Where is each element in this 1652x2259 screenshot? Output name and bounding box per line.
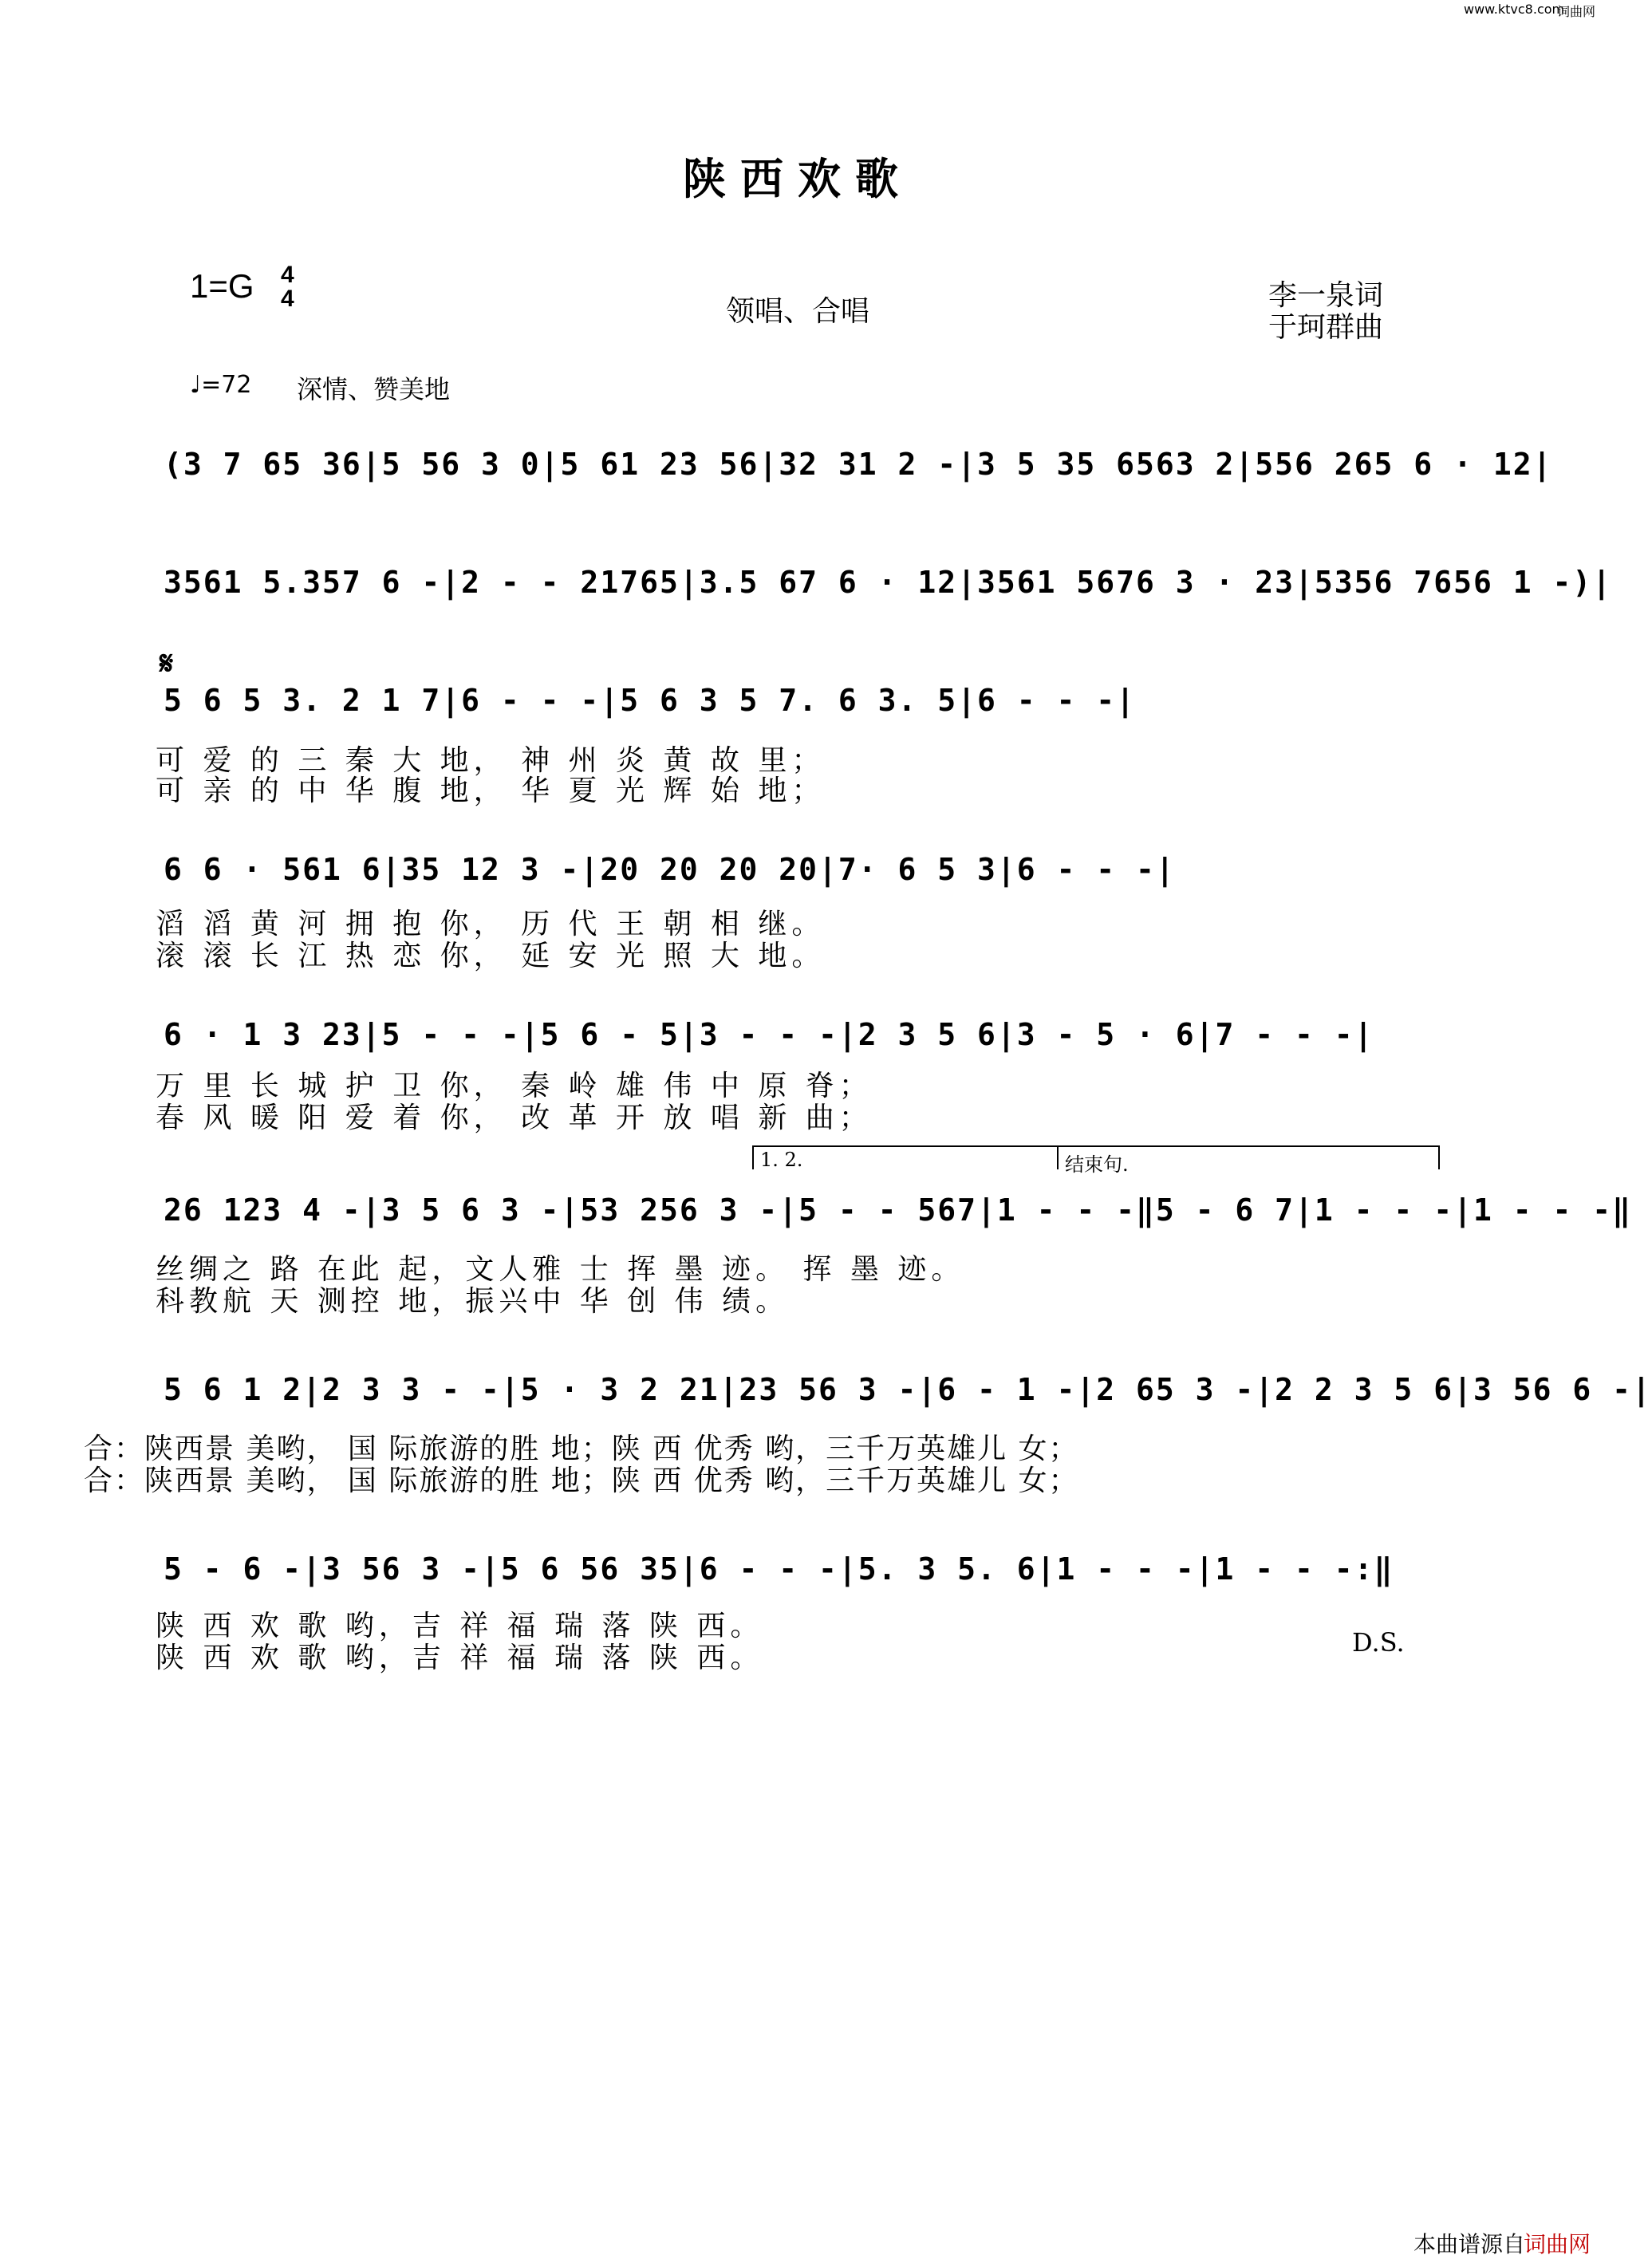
time-top: 4 bbox=[281, 262, 294, 288]
site-url[interactable]: www.ktvc8.com bbox=[1464, 2, 1565, 17]
composer: 于珂群曲 bbox=[1268, 311, 1384, 344]
song-title: 陕西欢歌 bbox=[683, 153, 913, 204]
expression-mark: 深情、赞美地 bbox=[297, 374, 451, 404]
system-6-lyric-2: 科教航 天 测控 地，振兴中 华 创 伟 绩。 bbox=[156, 1285, 790, 1318]
system-4-lyric-2: 滚 滚 长 江 热 恋 你， 延 安 光 照 大 地。 bbox=[156, 940, 826, 972]
footer-site-link[interactable]: 词曲网 bbox=[1524, 2231, 1591, 2257]
system-2-notes: 3561 5.357 6 -|2 - - 21765|3.5 67 6 · 12|3561 5676 3 · 23|5356 7656 1 -)| bbox=[164, 565, 1613, 600]
system-7-notes: 5 6 1 2|2 3 3 - -|5 · 3 2 21|23 56 3 -|6 - 1 -|2 65 3 -|2 2 3 5 6|3 56 6 -| bbox=[164, 1372, 1652, 1407]
system-8-lyric-1: 陕 西 欢 歌 哟，吉 祥 福 瑞 落 陕 西。 bbox=[156, 1610, 764, 1642]
key-signature: 1=G bbox=[190, 267, 254, 305]
system-4-notes: 6 6 · 561 6|35 12 3 -|20 20 20 20|7· 6 5 3|6 - - -| bbox=[164, 852, 1176, 887]
system-5-lyric-1: 万 里 长 城 护 卫 你， 秦 岭 雄 伟 中 原 脊； bbox=[156, 1070, 873, 1102]
dal-segno-mark: D.S. bbox=[1352, 1627, 1405, 1658]
system-4-lyric-1: 滔 滔 黄 河 拥 抱 你， 历 代 王 朝 相 继。 bbox=[156, 908, 826, 940]
system-3-notes: 5 6 5 3. 2 1 7|6 - - -|5 6 3 5 7. 6 3. 5|6 - - -| bbox=[164, 683, 1137, 718]
subtitle: 领唱、合唱 bbox=[726, 295, 870, 328]
system-1-notes: (3 7 65 36|5 56 3 0|5 61 23 56|32 31 2 -|3 5 35 6563 2|556 265 6 · 12| bbox=[164, 447, 1553, 482]
segno-sign: 𝄋 bbox=[160, 645, 174, 682]
time-bottom: 4 bbox=[281, 286, 294, 312]
system-6-notes: 26 123 4 -|3 5 6 3 -|53 256 3 -|5 - - 567|1 - - -‖5 - 6 7|1 - - -|1 - - -‖ bbox=[164, 1193, 1632, 1228]
coda-bracket: 结束句. bbox=[1057, 1145, 1440, 1169]
footer-source-label: 本曲谱源自 bbox=[1413, 2231, 1526, 2257]
system-8-lyric-2: 陕 西 欢 歌 哟，吉 祥 福 瑞 落 陕 西。 bbox=[156, 1642, 764, 1674]
system-5-lyric-2: 春 风 暖 阳 爱 着 你， 改 革 开 放 唱 新 曲； bbox=[156, 1102, 873, 1134]
system-3-lyric-1: 可 爱 的 三 秦 大 地， 神 州 炎 黄 故 里； bbox=[156, 744, 826, 777]
system-8-notes: 5 - 6 -|3 56 3 -|5 6 56 35|6 - - -|5. 3 5. 6|1 - - -|1 - - -:‖ bbox=[164, 1551, 1394, 1587]
system-3-lyric-2: 可 亲 的 中 华 腹 地， 华 夏 光 辉 始 地； bbox=[156, 775, 826, 807]
system-7-lyric-2: 合：陕西景 美哟， 国 际旅游的胜 地；陕 西 优秀 哟，三千万英雄儿 女； bbox=[84, 1465, 1079, 1497]
system-6-lyric-1: 丝绸之 路 在此 起，文人雅 士 挥 墨 迹。 挥 墨 迹。 bbox=[156, 1253, 965, 1286]
tempo-mark: ♩=72 bbox=[190, 371, 252, 399]
time-signature bbox=[281, 263, 294, 311]
volta-bracket: 1. 2. bbox=[752, 1145, 1062, 1169]
site-name[interactable]: 词曲网 bbox=[1557, 4, 1596, 19]
system-5-notes: 6 · 1 3 23|5 - - -|5 6 - 5|3 - - -|2 3 5 6|3 - 5 · 6|7 - - -| bbox=[164, 1017, 1374, 1052]
lyricist: 李一泉词 bbox=[1268, 279, 1384, 312]
system-7-lyric-1: 合：陕西景 美哟， 国 际旅游的胜 地；陕 西 优秀 哟，三千万英雄儿 女； bbox=[84, 1433, 1079, 1465]
